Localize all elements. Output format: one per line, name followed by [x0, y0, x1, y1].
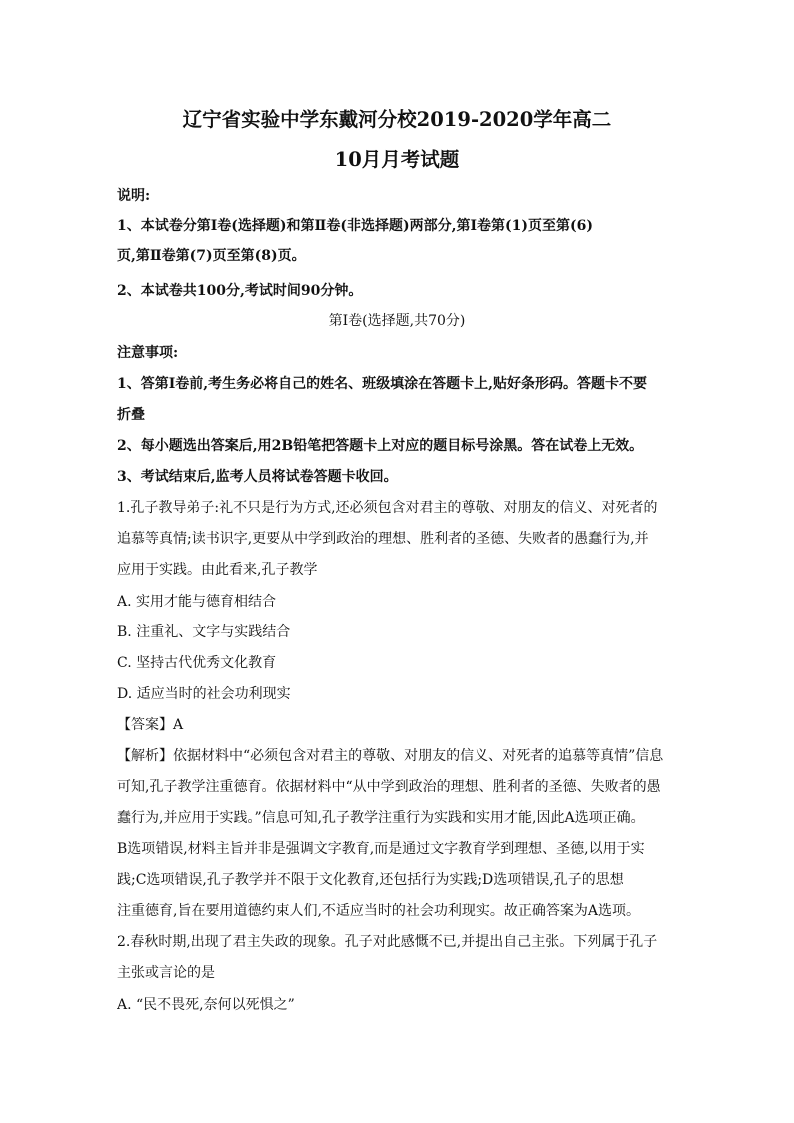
question-1-option-a: A. 实用才能与德育相结合: [117, 594, 277, 610]
question-1-answer: 【答案】A: [117, 717, 184, 733]
instructions-heading: 说明:: [117, 188, 151, 204]
question-2-stem: 2.春秋时期,出现了君主失政的现象。孔子对此感慨不已,并提出自己主张。下列属于孔子: [117, 934, 658, 950]
note-line: 2、每小题选出答案后,用2B铅笔把答题卡上对应的题目标号涂黑。答在试卷上无效。: [117, 438, 644, 454]
question-1-option-b: B. 注重礼、文字与实践结合: [117, 624, 291, 640]
notes-heading: 注意事项:: [117, 345, 179, 361]
question-2-stem: 主张或言论的是: [117, 965, 215, 981]
note-line: 1、答第Ⅰ卷前,考生务必将自己的姓名、班级填涂在答题卡上,贴好条形码。答题卡不要: [117, 376, 648, 392]
document-title-line1: 辽宁省实验中学东戴河分校2019-2020学年高二: [182, 108, 612, 131]
question-1-analysis: 践;C选项错误,孔子教学并不限于文化教育,还包括行为实践;D选项错误,孔子的思想: [117, 872, 624, 888]
instruction-line: 1、本试卷分第Ⅰ卷(选择题)和第Ⅱ卷(非选择题)两部分,第Ⅰ卷第(1)页至第(6): [117, 218, 593, 234]
question-1-analysis: 可知,孔子教学注重德育。依据材料中“从中学到政治的理想、胜利者的圣德、失败者的愚: [117, 779, 661, 795]
question-1-stem: 1.孔子教导弟子:礼不只是行为方式,还必须包含对君主的尊敬、对朋友的信义、对死者的: [117, 500, 658, 516]
note-line: 折叠: [117, 407, 145, 423]
question-1-option-d: D. 适应当时的社会功利现实: [117, 686, 291, 702]
question-1-analysis: 【解析】依据材料中“必须包含对君主的尊敬、对朋友的信义、对死者的追慕等真情”信息: [117, 748, 664, 764]
question-1-stem: 追慕等真情;读书识字,更要从中学到政治的理想、胜利者的圣德、失败者的愚蠢行为,并: [117, 531, 649, 547]
question-1-analysis: 注重德育,旨在要用道德约束人们,不适应当时的社会功利现实。故正确答案为A选项。: [117, 903, 641, 919]
document-title-line2: 10月月考试题: [334, 148, 460, 171]
instruction-line: 2、本试卷共100分,考试时间90分钟。: [117, 283, 363, 299]
section-title: 第Ⅰ卷(选择题,共70分): [328, 313, 466, 329]
question-1-option-c: C. 坚持古代优秀文化教育: [117, 655, 277, 671]
question-2-option-a: A. “民不畏死,奈何以死惧之”: [117, 997, 295, 1013]
note-line: 3、考试结束后,监考人员将试卷答题卡收回。: [117, 469, 398, 485]
instruction-line: 页,第Ⅱ卷第(7)页至第(8)页。: [117, 248, 306, 264]
question-1-stem: 应用于实践。由此看来,孔子教学: [117, 562, 318, 578]
question-1-analysis: 蠢行为,并应用于实践。”信息可知,孔子教学注重行为实践和实用才能,因此A选项正确。: [117, 810, 645, 826]
question-1-analysis: B选项错误,材料主旨并非是强调文字教育,而是通过文字教育学到理想、圣德,以用于实: [117, 841, 645, 857]
